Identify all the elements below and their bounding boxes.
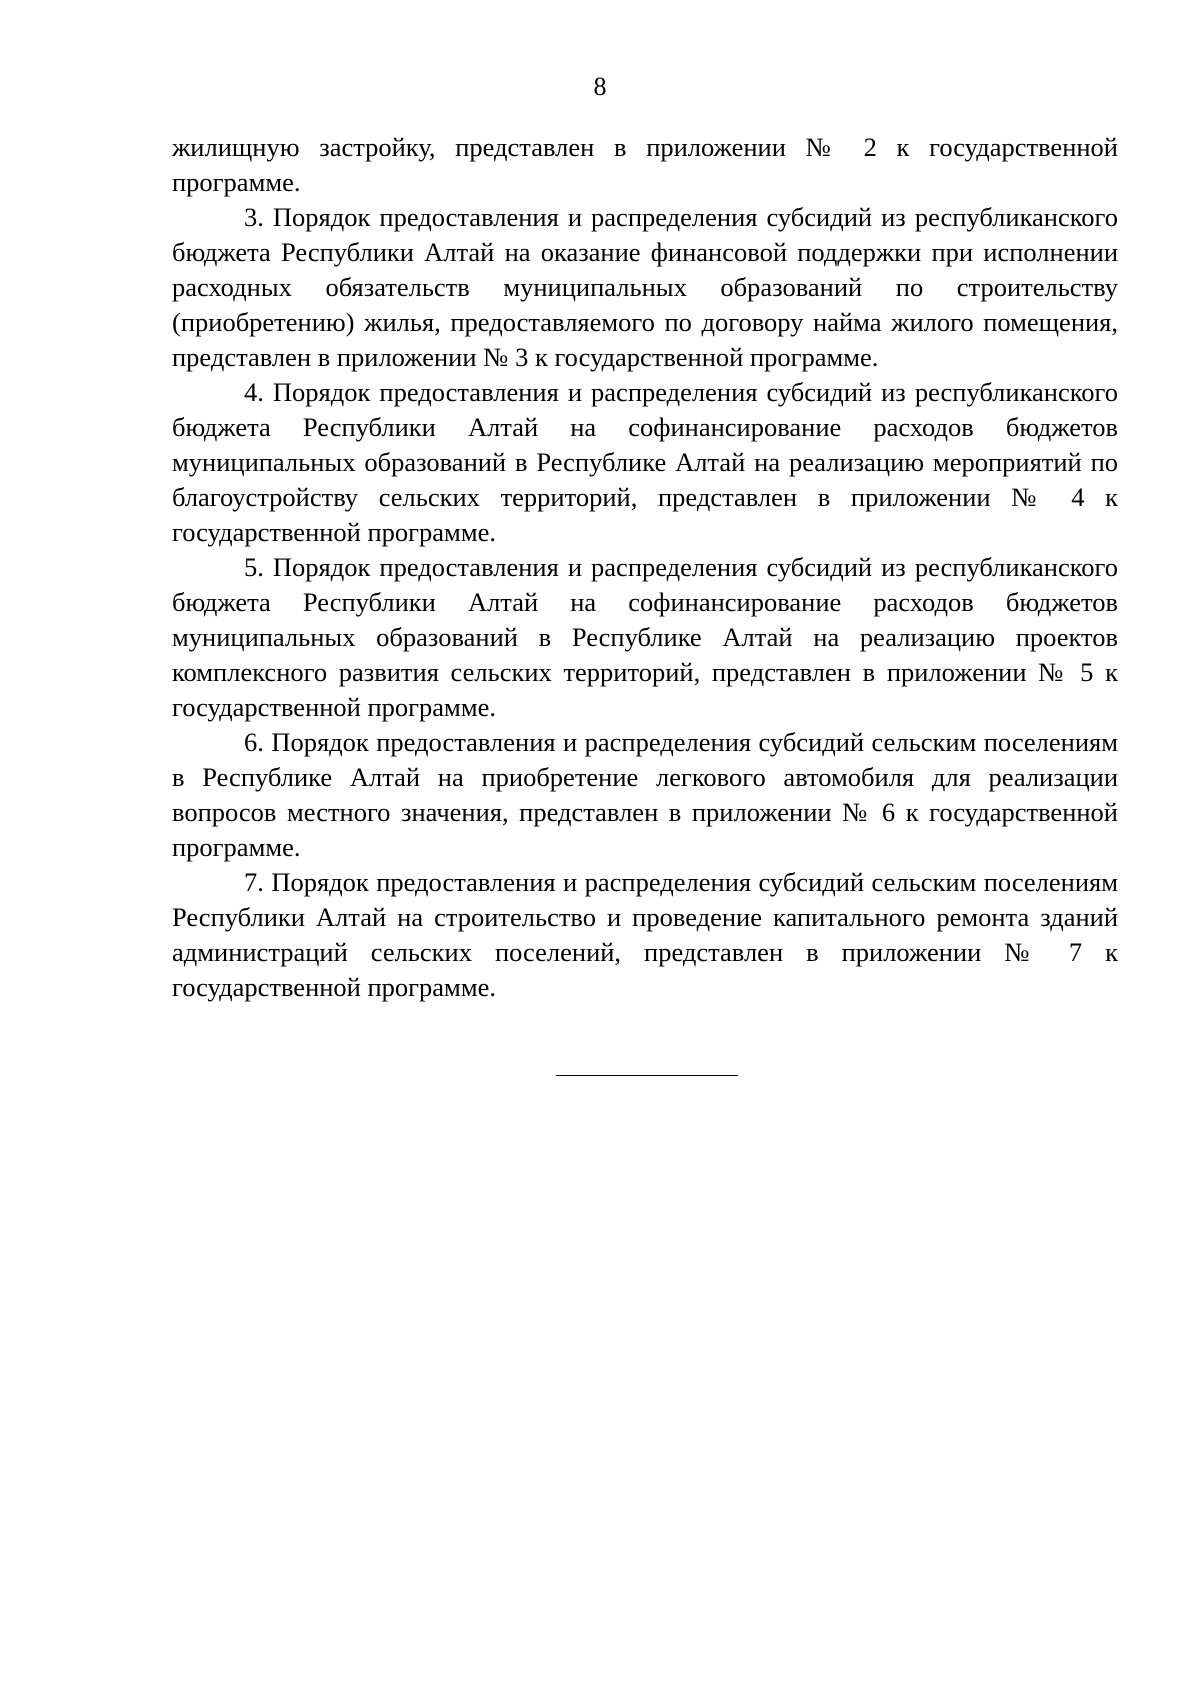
paragraph-item-5: 5. Порядок предоставления и распределения субсидий из республиканского бюджета Республики Алтай на софинансирование расходов бюджетов муниципальных образований в Республике Алтай на реализацию проектов комплексного развития сельских территорий, представлен в приложении № 5 к государственной программе. [172,552,1118,722]
document-body [172,130,1118,1005]
page-number: 8 [593,72,607,101]
paragraph-continuation: жилищную застройку, представлен в приложении № 2 к государственной программе. [172,132,1118,197]
paragraph-item-7: 7. Порядок предоставления и распределения субсидий сельским поселениям Республики Алтай на строительство и проведение капитального ремонта зданий администраций сельских поселений, представлен в приложении № 7 к государственной программе. [172,867,1118,1002]
end-separator-line [556,1075,738,1076]
paragraph-item-3: 3. Порядок предоставления и распределения субсидий из республиканского бюджета Республики Алтай на оказание финансовой поддержки при исполнении расходных обязательств муниципальных образований по строительству (приобретению) жилья, предоставляемого по договору найма жилого помещения, представлен в приложении № 3 к государственной программе. [172,202,1118,372]
paragraph-item-6: 6. Порядок предоставления и распределения субсидий сельским поселениям в Республике Алтай на приобретение легкового автомобиля для реализации вопросов местного значения, представлен в приложении № 6 к государственной программе. [172,727,1118,862]
paragraph-item-4: 4. Порядок предоставления и распределения субсидий из республиканского бюджета Республики Алтай на софинансирование расходов бюджетов муниципальных образований в Республике Алтай на реализацию мероприятий по благоустройству сельских территорий, представлен в приложении № 4 к государственной программе. [172,377,1118,547]
